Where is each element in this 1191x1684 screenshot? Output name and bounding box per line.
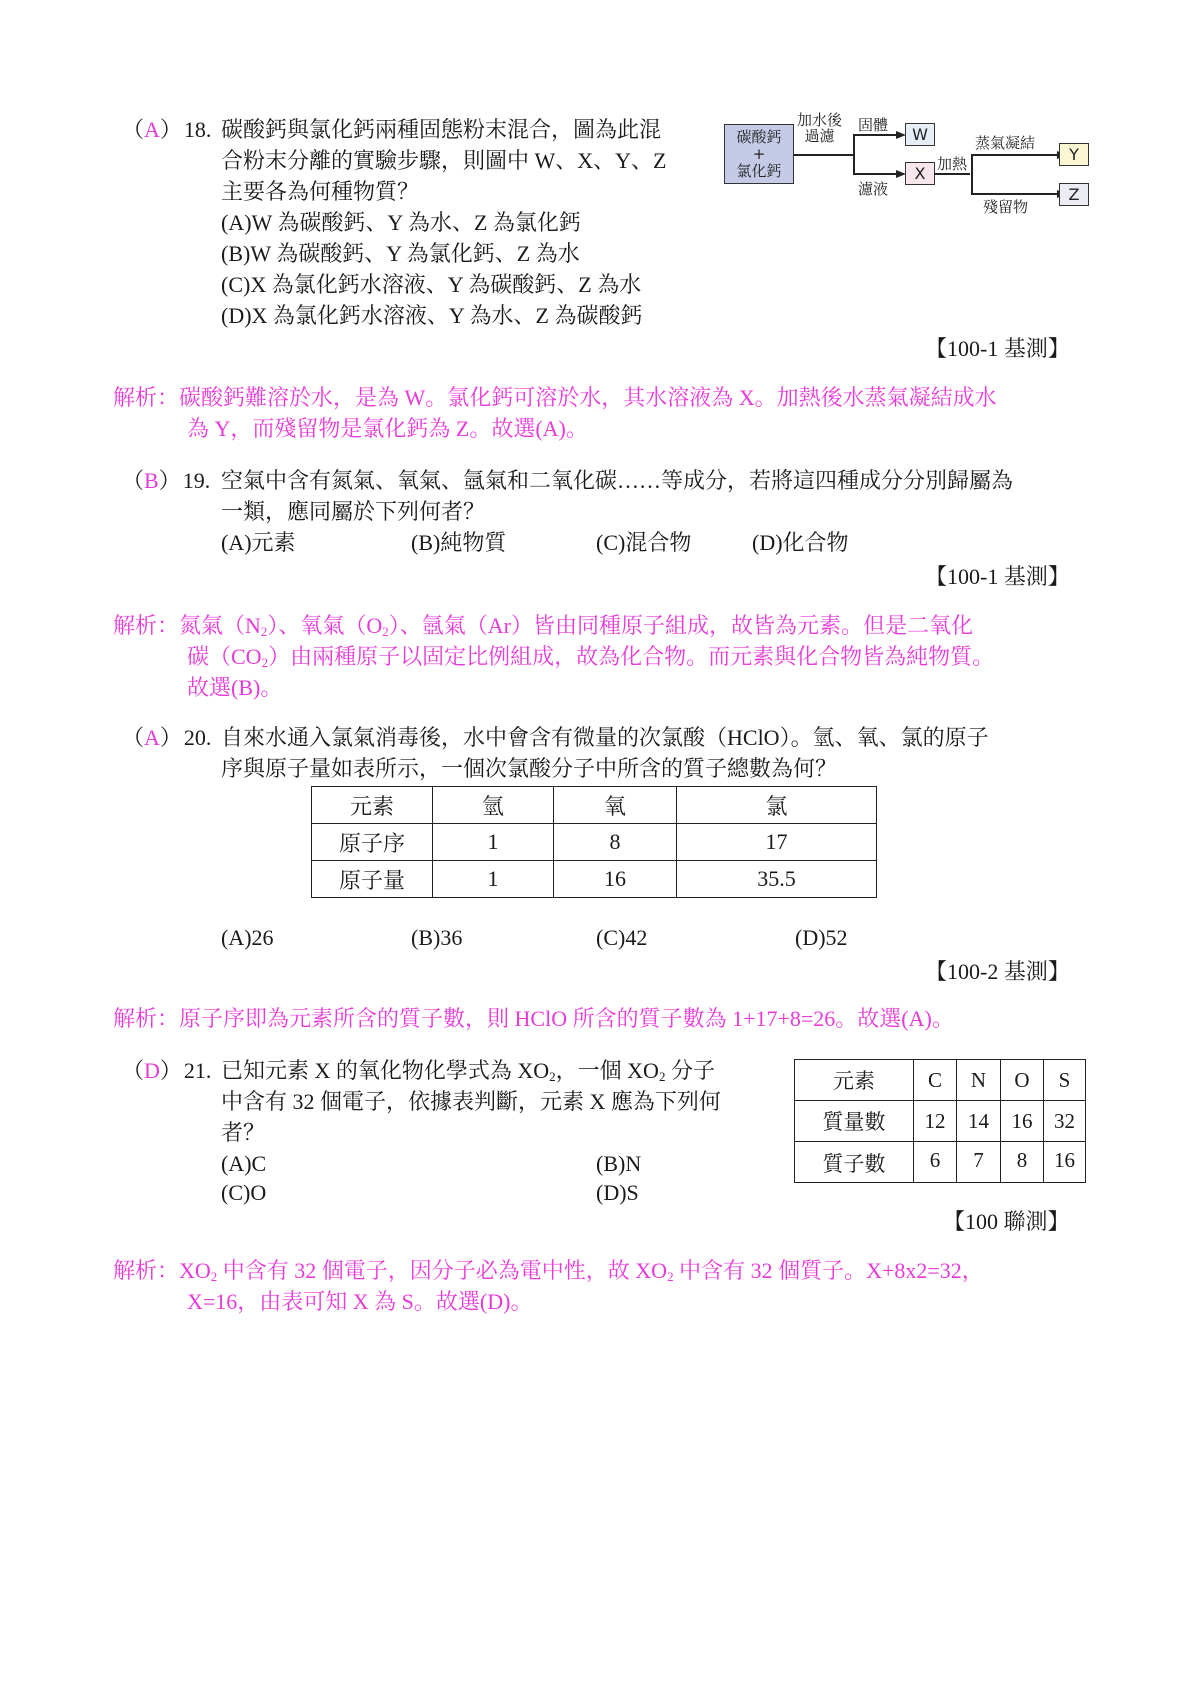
question-21-line-1 [122, 1055, 715, 1086]
table-cell: 16 [1001, 1101, 1044, 1142]
box-label: 碳酸鈣 [736, 127, 782, 146]
answer-20: A [144, 725, 160, 750]
question-text: 中含有 32 個電子，依據表判斷，元素 X 應為下列何 [221, 1089, 721, 1114]
answer-paren: ） [159, 117, 182, 142]
explanation-text [187, 641, 994, 672]
table-cell: 7 [957, 1142, 1001, 1183]
table-header-row [312, 787, 877, 824]
step-label-add-water-filter [797, 112, 842, 144]
explanation-text: ）由兩種原子以固定比例組成，故為化合物。而元素與化合物皆為純物質。 [268, 644, 995, 669]
explanation-text: 碳酸鈣難溶於水，是為 W。氯化鈣可溶於水，其水溶液為 X。加熱後水蒸氣凝結成水 [179, 385, 997, 410]
option-b: (B)36 [411, 925, 463, 950]
question-19-line-1 [122, 465, 1014, 496]
explanation-18 [113, 382, 997, 413]
question-text: 碳酸鈣與氯化鈣兩種固態粉末混合，圖為此混 [221, 117, 662, 142]
option-b: (B)W 為碳酸鈣、Y 為氯化鈣、Z 為水 [221, 241, 580, 266]
connector-line [971, 154, 1059, 156]
explanation-text: 碳（CO [187, 644, 262, 669]
explanation-text: ）、氧氣（O [267, 613, 383, 638]
table-header: 氫 [433, 787, 554, 824]
question-text: ，一個 XO [555, 1058, 659, 1083]
explanation-21 [113, 1255, 984, 1286]
table-row [312, 824, 877, 861]
question-text: 已知元素 X 的氧化物化學式為 XO [221, 1058, 550, 1083]
question-number: 20. [183, 725, 212, 750]
option-c: (C)混合物 [596, 530, 692, 555]
table-header: 氯 [677, 787, 877, 824]
question-text: 合粉末分離的實驗步驟，則圖中 W、X、Y、Z [221, 148, 667, 173]
option-a: (A)26 [221, 925, 274, 950]
solid-label: 固體 [858, 116, 889, 134]
source-tag: 【100-1 基測】 [925, 336, 1070, 361]
table-cell: 16 [1044, 1142, 1086, 1183]
subscript: 2 [658, 1069, 666, 1084]
explanation-prefix: 解析： [113, 385, 180, 410]
table-cell: 質子數 [795, 1142, 914, 1183]
option-d: (D)X 為氯化鈣水溶液、Y 為水、Z 為碳酸鈣 [221, 303, 643, 328]
table-cell: 原子序 [312, 824, 433, 861]
table-header: C [914, 1060, 957, 1101]
table-cell: 16 [554, 861, 677, 898]
table-header: S [1044, 1060, 1086, 1101]
table-cell: 12 [914, 1101, 957, 1142]
table-cell: 8 [1001, 1142, 1044, 1183]
plus-sign: + [752, 144, 766, 163]
option-c: (C)42 [596, 925, 648, 950]
connector-line [853, 134, 855, 174]
explanation-20 [113, 1003, 954, 1034]
option-b: (B)純物質 [411, 530, 507, 555]
option-c: (C)O [221, 1180, 267, 1205]
subscript: 2 [549, 1069, 556, 1084]
source-tag: 【100 聯測】 [943, 1209, 1070, 1234]
answer-paren: （ [122, 725, 145, 750]
explanation-prefix: 解析： [113, 1006, 180, 1031]
option-b: (B)N [596, 1151, 642, 1176]
question-text: 序與原子量如表所示，一個次氯酸分子中所含的質子總數為何？ [221, 756, 838, 781]
answer-21: D [144, 1058, 160, 1083]
table-header: 氧 [554, 787, 677, 824]
answer-paren: （ [122, 468, 145, 493]
explanation-text: 中含有 32 個質子。X+8x2=32， [673, 1258, 984, 1283]
residue-label: 殘留物 [983, 198, 1029, 216]
table-cell: 8 [554, 824, 677, 861]
option-d: (D)化合物 [752, 530, 849, 555]
question-text: 自來水通入氯氣消毒後，水中會含有微量的次氯酸（HClO）。氫、氧、氯的原子 [221, 725, 989, 750]
question-text [221, 1055, 715, 1086]
table-row [795, 1101, 1086, 1142]
question-text: 一類，應同屬於下列何者？ [221, 499, 486, 524]
answer-19: B [144, 468, 159, 493]
explanation-text: 為 Y，而殘留物是氯化鈣為 Z。故選(A)。 [187, 416, 588, 441]
table-cell: 1 [433, 824, 554, 861]
option-a: (A)元素 [221, 530, 296, 555]
subscript: 2 [210, 1269, 218, 1284]
table-header: O [1001, 1060, 1044, 1101]
question-18-line-1 [122, 114, 662, 145]
table-cell: 17 [677, 824, 877, 861]
box-w: W [905, 123, 935, 146]
connector-line [853, 173, 898, 175]
option-d: (D)52 [795, 925, 848, 950]
question-text: 主要各為何種物質？ [221, 179, 420, 204]
box-label: 氯化鈣 [736, 161, 782, 180]
table-row [795, 1142, 1086, 1183]
table-header: 元素 [312, 787, 433, 824]
table-cell: 14 [957, 1101, 1001, 1142]
answer-paren: ） [158, 468, 181, 493]
table-cell: 1 [433, 861, 554, 898]
question-number: 21. [183, 1058, 212, 1083]
explanation-prefix: 解析： [113, 613, 180, 638]
question-number: 18. [183, 117, 212, 142]
heat-label: 加熱 [937, 155, 968, 173]
filtrate-label: 濾液 [858, 180, 889, 198]
table-row [312, 861, 877, 898]
answer-paren: ） [159, 725, 182, 750]
table-header: 元素 [795, 1060, 914, 1101]
atomic-data-table [311, 786, 877, 898]
option-d: (D)S [596, 1180, 639, 1205]
question-20-line-1 [122, 722, 989, 753]
subscript: 2 [667, 1269, 674, 1284]
question-number: 19. [182, 468, 211, 493]
subscript: 2 [261, 655, 269, 670]
box-z: Z [1059, 183, 1089, 206]
subscript: 2 [260, 624, 268, 639]
table-cell: 原子量 [312, 861, 433, 898]
question-text: 空氣中含有氮氣、氧氣、氬氣和二氧化碳……等成分，若將這四種成分分別歸屬為 [221, 468, 1014, 493]
connector-line [971, 193, 1059, 195]
box-x: X [905, 162, 935, 185]
label-line: 加水後 [797, 111, 843, 129]
element-data-table [794, 1059, 1086, 1183]
mixture-box [724, 124, 794, 184]
question-text: 者？ [221, 1120, 266, 1145]
explanation-text: XO [179, 1258, 211, 1283]
connector-line [793, 154, 853, 156]
table-header: N [957, 1060, 1001, 1101]
explanation-text: 原子序即為元素所含的質子數，則 HClO 所含的質子數為 1+17+8=26。故選(A)。 [179, 1006, 954, 1031]
label-line: 過濾 [804, 127, 835, 145]
table-cell: 32 [1044, 1101, 1086, 1142]
source-tag: 【100-2 基測】 [925, 959, 1070, 984]
explanation-text: X=16，由表可知 X 為 S。故選(D)。 [187, 1289, 533, 1314]
table-cell: 質量數 [795, 1101, 914, 1142]
table-header-row [795, 1060, 1086, 1101]
option-c: (C)X 為氯化鈣水溶液、Y 為碳酸鈣、Z 為水 [221, 272, 642, 297]
explanation-prefix: 解析： [113, 1258, 180, 1283]
connector-line [971, 154, 973, 194]
answer-paren: ） [159, 1058, 182, 1083]
explanation-text: 氮氣（N [179, 613, 261, 638]
answer-18: A [144, 117, 160, 142]
answer-paren: （ [122, 1058, 145, 1083]
box-y: Y [1059, 143, 1089, 166]
source-tag: 【100-1 基測】 [925, 564, 1070, 589]
subscript: 2 [382, 624, 389, 639]
explanation-text: ）、氬氣（Ar）皆由同種原子組成，故皆為元素。但是二氧化 [388, 613, 974, 638]
explanation-text: 中含有 32 個電子，因分子必為電中性，故 XO [217, 1258, 668, 1283]
answer-paren: （ [122, 117, 145, 142]
table-cell: 35.5 [677, 861, 877, 898]
explanation-19 [113, 610, 973, 641]
table-cell: 6 [914, 1142, 957, 1183]
question-text: 分子 [665, 1058, 715, 1083]
option-a: (A)C [221, 1151, 267, 1176]
option-a: (A)W 為碳酸鈣、Y 為水、Z 為氯化鈣 [221, 210, 581, 235]
vapor-condense-label: 蒸氣凝結 [975, 134, 1036, 152]
explanation-text: 故選(B)。 [187, 675, 283, 700]
